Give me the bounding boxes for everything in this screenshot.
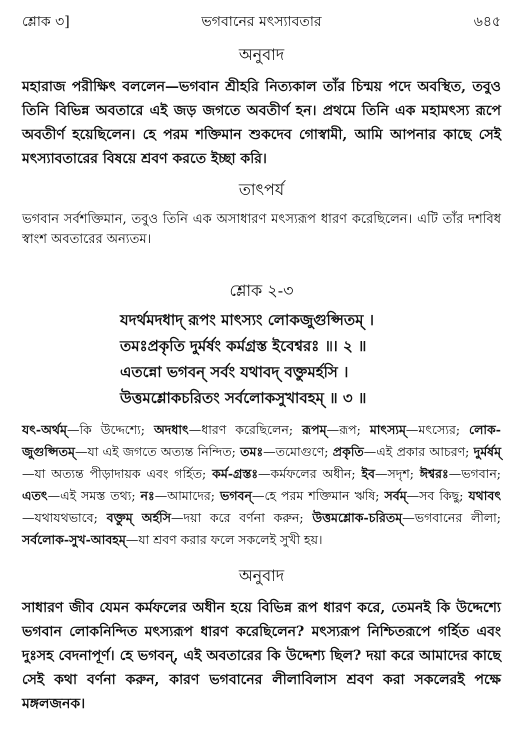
synonym-word: দুর্মর্ষম্ [473,444,502,459]
purport-text: ভগবান সর্বশক্তিমান, তবুও তিনি এক অসাধারণ মৎস্যরূপ ধারণ করেছিলেন। এটি তাঁর দশবিধ স্বাংশ অবতারের অন্যতম। [22,212,501,247]
synonym-meaning: —আমাদের; [154,488,220,503]
synonym-word: লোক-জুগুপ্সিতম্ [22,422,501,459]
synonym-word: উত্তমশ্লোক-চরিতম্ [312,510,403,525]
synonym-word: রূপম্ [302,422,327,437]
synonym-word: সর্বলোক-সুখ-আবহম্ [22,532,126,547]
synonym-word: বক্তুম্ অর্হসি [106,510,172,525]
chapter-title: ভগবানের মৎস্যাবতার [201,14,322,30]
translation-heading-2: অনুবাদ [238,566,285,585]
synonym-word: মাৎস্যম্ [369,422,406,437]
verse-line: উত্তমশ্লোকচরিতং সর্বলোকসুখাবহম্ ॥ ৩ ॥ [120,389,367,407]
synonym-meaning: —কর্মফলের অধীন; [258,466,362,481]
synonym-word: তমঃ [240,444,264,459]
synonym-word: ভগবন্ [220,488,252,503]
synonym-meaning: —ভগবান; [448,466,501,481]
synonym-word: ইব [361,466,376,481]
verse-block [22,307,501,411]
synonym-meaning: —ধারণ করেছিলেন; [188,422,303,437]
synonym-word: ঈশ্বরঃ [419,466,449,481]
synonym-meaning: —যা শ্রবণ করার ফলে সকলেই সুখী হয়। [125,532,323,547]
synonym-meaning: —দয়া করে বর্ণনা করুন; [171,510,313,525]
synonym-meaning: —যা অত্যন্ত পীড়াদায়ক এবং গর্হিত; [22,466,213,481]
translation-text-2: সাধারণ জীব যেমন কর্মফলের অধীন হয়ে বিভিন্ন রূপ ধারণ করে, তেমনই কি উদ্দেশ্যে ভগবান লোকনিন্দিত মৎস্যরূপ ধারণ করেছিলেন? মৎস্যরূপ নিশ্চিতরূপে গর্হিত এবং দুঃসহ বেদনাপূর্ণ। হে ভগবন্, এই অবতারের কি উদ্দেশ্য ছিল? দয়া করে আমাদের কাছে সেই কথা বর্ণনা করুন, কারণ ভগবানের লীলাবিলাস শ্রবণ করা সকলেরই পক্ষে মঙ্গলজনক। [22,600,501,712]
synonym-word: এতৎ [22,488,48,503]
translation-text: মহারাজ পরীক্ষিৎ বললেন—ভগবান শ্রীহরি নিত্যকাল তাঁর চিন্ময় পদে অবস্থিত, তবুও তিনি বিভিন্ন অবতারে এই জড় জগতে অবতীর্ণ হন। প্রথমে তিনি এক মহামৎস্য রূপে অবতীর্ণ হয়েছিলেন। হে পরম শক্তিমান শুকদেব গোস্বামী, আমি আপনার কাছে সেই মৎস্যাবতারের বিষয়ে শ্রবণ করতে ইচ্ছা করি। [22,79,501,167]
synonym-meaning: —সদৃশ; [375,466,420,481]
verse-heading: শ্লোক ২-৩ [229,281,294,300]
page-header [22,10,501,36]
page-number: ৬৪৫ [473,14,501,30]
synonym-meaning: —রূপ; [326,422,370,437]
synonym-word: যৎ-অর্থম্ [22,422,67,437]
verse-reference: শ্লোক ৩] [22,14,70,30]
synonym-meaning: —হে পরম শক্তিমান ঋষি; [251,488,385,503]
synonym-meaning: —এই প্রকার আচরণ; [363,444,474,459]
synonyms-paragraph [22,419,501,551]
synonym-meaning: —মৎস্যের; [405,422,470,437]
purport-heading: তাৎপর্য [238,180,285,199]
synonym-meaning: —তমোগুণে; [263,444,333,459]
synonym-meaning: —সব কিছু; [406,488,469,503]
synonym-meaning: —যথাযথভাবে; [22,510,107,525]
synonym-word: সর্বম্ [384,488,407,503]
translation-heading: অনুবাদ [238,45,285,64]
synonym-meaning: —এই সমস্ত তথ্য; [47,488,141,503]
synonym-word: যথাবৎ [468,488,501,503]
synonym-meaning: —কি উদ্দেশ্যে; [66,422,154,437]
synonym-meaning: —ভগবানের লীলা; [402,510,501,525]
synonym-word: প্রকৃতি [332,444,364,459]
verse-line: তমঃপ্রকৃতি দুর্মর্ষং কর্মগ্রস্ত ইবেশ্বরঃ ।৷। ২ ॥ [120,337,367,355]
synonym-word: কর্ম-গ্রস্তঃ [212,466,259,481]
synonym-word: নঃ [140,488,155,503]
synonym-meaning: —যা এই জগতে অত্যন্ত নিন্দিত; [75,444,241,459]
synonym-word: অদধাৎ [153,422,189,437]
verse-line: যদর্থমদধাদ্ রূপং মাৎস্যং লোকজুগুপ্সিতম্ । [120,311,375,329]
verse-line: এতন্নো ভগবন্ সর্বং যথাবদ্ বক্তুমর্হসি । [120,363,349,381]
